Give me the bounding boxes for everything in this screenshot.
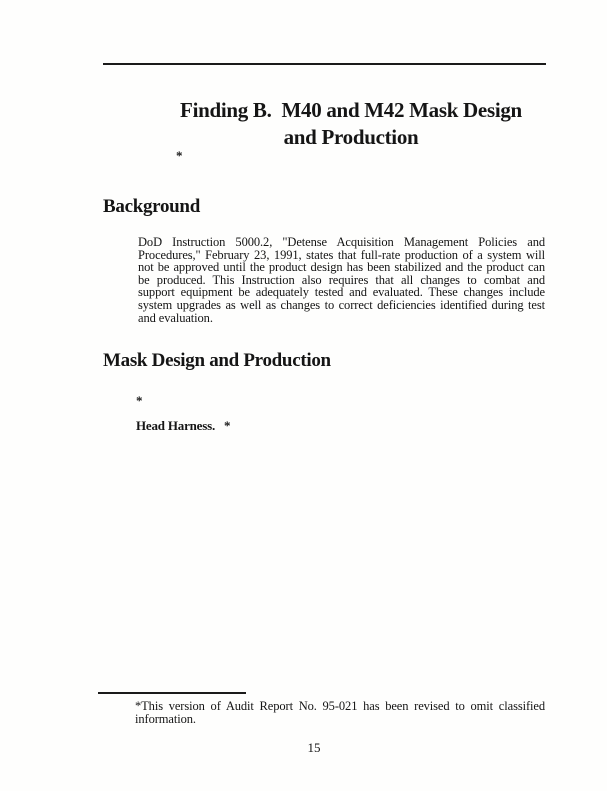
paragraph-line: system upgrades as well as changes to correct deficiencies identified during test (138, 297, 545, 312)
footnote-rule (98, 692, 246, 694)
paragraph-line: and evaluation. (138, 310, 213, 325)
footnote-line: *This version of Audit Report No. 95-021 has been revised to omit classified (135, 699, 545, 713)
head-harness-label: Head Harness. (136, 418, 216, 433)
background-heading: Background (103, 196, 200, 217)
head-harness-redaction-asterisk: * (224, 418, 231, 433)
footnote-text (135, 700, 545, 725)
paragraph-line: be produced. This Instruction also requires that all changes to combat and (138, 272, 545, 287)
paragraph-line: not be approved until the product design has been stabilized and the product can (138, 260, 545, 275)
paragraph-line: Procedures," February 23, 1991, states that full-rate production of a system will (138, 247, 545, 262)
footnote-line: information. (135, 711, 196, 726)
header-rule (103, 63, 546, 65)
page-number: 15 (307, 740, 321, 755)
background-paragraph (138, 236, 545, 324)
paragraph-line: DoD Instruction 5000.2, "Detense Acquisition Management Policies and (138, 235, 545, 249)
title-redaction-asterisk: * (176, 148, 183, 163)
mask-section-redaction-asterisk: * (136, 393, 143, 408)
head-harness-subheading (136, 418, 230, 434)
finding-title-line1: Finding B. M40 and M42 Mask Design (180, 98, 522, 122)
paragraph-line: support equipment be adequately tested and evaluated. These changes include (138, 285, 545, 300)
finding-title-line2: and Production (283, 125, 419, 149)
mask-design-heading: Mask Design and Production (103, 350, 331, 371)
finding-title (145, 97, 557, 151)
